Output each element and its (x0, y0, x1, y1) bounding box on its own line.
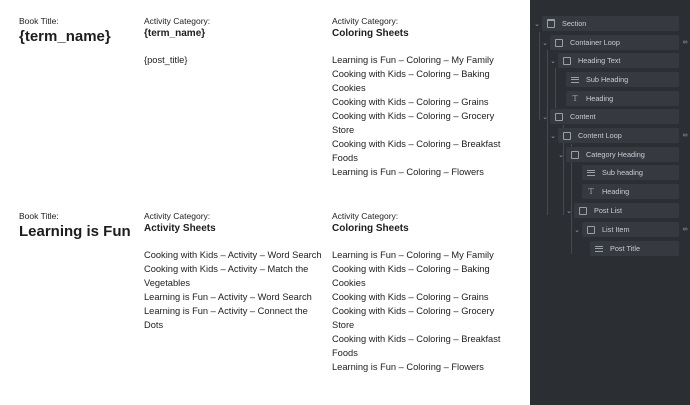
structure-item-label: Section (562, 19, 587, 28)
structure-item-heading[interactable] (566, 91, 679, 106)
post-title[interactable]: Cooking with Kids – Coloring – Breakfast Foods (332, 334, 501, 358)
container-icon (563, 57, 571, 65)
structure-item-content[interactable] (550, 109, 679, 124)
book-title[interactable]: {term_name} (19, 28, 111, 45)
link-icon: ∞ (682, 39, 688, 46)
chevron-down-icon[interactable]: ⌄ (574, 226, 580, 234)
link-icon: ∞ (682, 132, 688, 139)
section-icon (547, 20, 555, 28)
structure-item-post-title[interactable] (590, 241, 679, 256)
chevron-down-icon[interactable]: ⌄ (558, 151, 564, 159)
heading-t-icon: T (588, 186, 594, 196)
structure-item-label: Post List (594, 206, 622, 215)
book-block-2 (19, 211, 134, 241)
post-list (332, 248, 512, 374)
category-label: Activity Category: (332, 16, 399, 26)
category-title[interactable]: Coloring Sheets (332, 223, 409, 234)
structure-item-category-heading[interactable] (566, 147, 679, 162)
structure-item-label: Category Heading (586, 150, 645, 159)
structure-item-label: Container Loop (570, 38, 620, 47)
structure-item-section[interactable] (542, 16, 679, 31)
post-title[interactable]: Cooking with Kids – Activity – Match the Vegetables (144, 264, 309, 288)
post-list (144, 248, 324, 332)
chevron-down-icon[interactable]: ⌄ (550, 57, 556, 65)
structure-item-label: Content (570, 112, 596, 121)
structure-item-sub-heading[interactable] (566, 72, 679, 87)
category-title[interactable]: {term_name} (144, 28, 206, 39)
structure-item-label: Content Loop (578, 131, 622, 140)
structure-item-sub-heading[interactable] (582, 165, 679, 180)
post-title[interactable]: Learning is Fun – Activity – Connect the Dots (144, 306, 308, 330)
book-title-label: Book Title: (19, 16, 59, 26)
container-icon (563, 132, 571, 140)
post-title[interactable]: Cooking with Kids – Coloring – Breakfast Foods (332, 139, 501, 163)
post-title[interactable]: Learning is Fun – Coloring – Flowers (332, 362, 484, 372)
post-title[interactable]: Learning is Fun – Coloring – My Family (332, 250, 494, 260)
post-title[interactable]: Cooking with Kids – Coloring – Grains (332, 97, 489, 107)
container-icon (579, 207, 587, 215)
category-column-2 (332, 16, 512, 179)
structure-item-list-item[interactable] (582, 222, 679, 237)
text-lines-icon (587, 169, 595, 177)
container-icon (571, 151, 579, 159)
book-title-label: Book Title: (19, 211, 59, 221)
structure-item-label: Heading (586, 94, 614, 103)
post-title[interactable]: Learning is Fun – Activity – Word Search (144, 292, 312, 302)
structure-item-label: Sub Heading (586, 75, 629, 84)
tree-guide-line (555, 68, 556, 108)
structure-item-label: Sub heading (602, 168, 643, 177)
structure-item-content-loop[interactable] (558, 128, 679, 143)
link-icon: ∞ (682, 226, 688, 233)
post-title[interactable]: Cooking with Kids – Coloring – Grocery Store (332, 306, 495, 330)
tree-guide-line (547, 50, 548, 215)
text-lines-icon (571, 76, 579, 84)
container-icon (587, 226, 595, 234)
chevron-down-icon[interactable]: ⌄ (542, 39, 548, 47)
category-label: Activity Category: (332, 211, 399, 221)
post-title[interactable]: Cooking with Kids – Coloring – Baking Cookies (332, 264, 490, 288)
book-block-1 (19, 16, 134, 46)
text-lines-icon (595, 245, 603, 253)
category-title[interactable]: Coloring Sheets (332, 28, 409, 39)
chevron-down-icon[interactable]: ⌄ (534, 20, 540, 28)
structure-item-label: Heading (602, 187, 630, 196)
post-title[interactable]: Cooking with Kids – Coloring – Grocery Store (332, 111, 495, 135)
container-icon (555, 113, 563, 121)
category-column-1 (144, 16, 322, 67)
structure-item-container-loop[interactable] (550, 35, 679, 50)
category-column-2 (332, 211, 512, 374)
tree-guide-line (539, 32, 540, 120)
post-title[interactable]: Learning is Fun – Coloring – Flowers (332, 167, 484, 177)
container-icon (555, 39, 563, 47)
heading-t-icon: T (572, 93, 578, 103)
chevron-down-icon[interactable]: ⌄ (542, 113, 548, 121)
structure-item-label: Heading Text (578, 56, 621, 65)
structure-panel (530, 0, 690, 405)
post-title[interactable]: Cooking with Kids – Coloring – Baking Cookies (332, 69, 490, 93)
post-list (332, 53, 512, 179)
chevron-down-icon[interactable]: ⌄ (566, 207, 572, 215)
post-title[interactable]: Cooking with Kids – Coloring – Grains (332, 292, 489, 302)
book-title[interactable]: Learning is Fun (19, 223, 131, 240)
category-label: Activity Category: (144, 211, 211, 221)
post-title[interactable]: {post_title} (144, 55, 188, 65)
structure-item-heading-text[interactable] (558, 53, 679, 68)
structure-item-heading[interactable] (582, 184, 679, 199)
chevron-down-icon[interactable]: ⌄ (550, 132, 556, 140)
post-title[interactable]: Learning is Fun – Coloring – My Family (332, 55, 494, 65)
structure-item-post-list[interactable] (574, 203, 679, 218)
structure-item-label: Post Title (610, 244, 641, 253)
post-title[interactable]: Cooking with Kids – Activity – Word Search (144, 250, 322, 260)
category-label: Activity Category: (144, 16, 211, 26)
category-column-1 (144, 211, 324, 332)
category-title[interactable]: Activity Sheets (144, 223, 216, 234)
structure-item-label: List Item (602, 225, 630, 234)
